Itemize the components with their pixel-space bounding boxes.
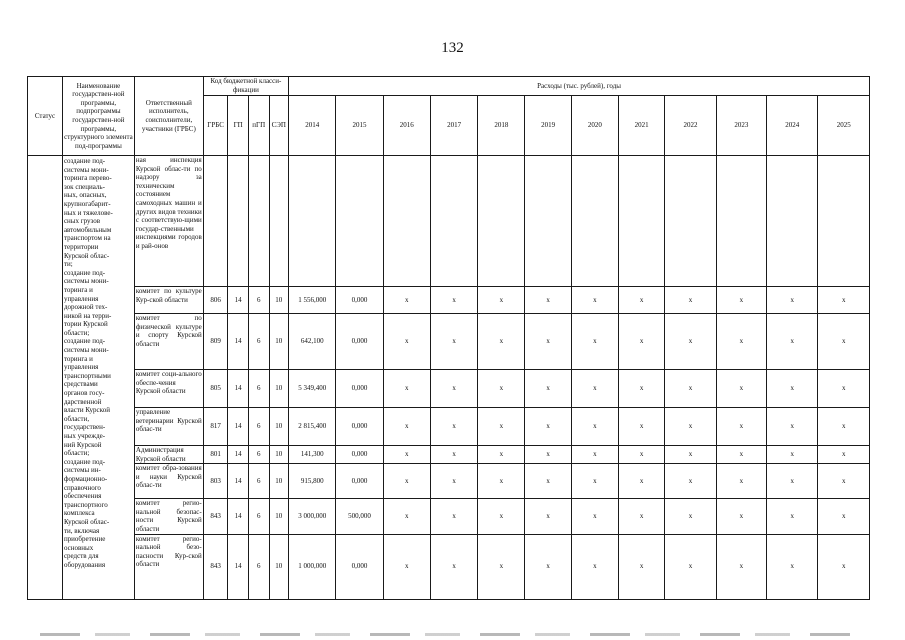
scan-edge-artifact [40,633,860,636]
program-name-line: территории [63,242,99,251]
header-name: Наименование государствен-ной программы, подпрограммы государствен-ной программы, структурного элемента под-программы [62,77,134,156]
header-budget-code: Код бюджетной класси-фикации [203,77,288,96]
code-sep-cell: 10 [269,446,289,464]
program-name-line: ти; [63,260,73,269]
program-name-line: системы мони- [63,346,109,355]
program-name-line: средств для [63,552,99,561]
header-year: 2025 [818,96,870,156]
executor-cell: Администрация Курской области [134,446,203,464]
code-gp-cell: 14 [228,287,249,314]
expense-value-cell: x [430,464,477,499]
expense-value-cell: x [818,499,870,534]
expense-value-cell [289,156,336,287]
header-executor: Ответственный исполнитель, соисполнители, участники (ГРБС) [134,77,203,156]
expense-value-cell: 0,000 [336,534,383,599]
executor-cell: комитет по физической культуре и спорту Курской области [134,314,203,370]
expense-value-cell [383,156,430,287]
header-code-grbs: ГРБС [203,96,228,156]
expense-value-cell: 915,800 [289,464,336,499]
program-name-line: ний Курской [63,440,102,449]
expense-value-cell: x [571,314,618,370]
expense-value-cell: x [818,408,870,446]
expense-value-cell: x [767,446,818,464]
table-row [28,156,870,287]
table-row [28,287,870,314]
expense-value-cell: x [665,287,716,314]
expense-value-cell: x [525,446,571,464]
expense-value-cell: 0,000 [336,370,383,408]
expense-value-cell: 3 000,000 [289,499,336,534]
expense-value-cell [478,156,525,287]
expense-value-cell: 141,300 [289,446,336,464]
program-name-line: ных и тяжелове- [63,208,113,217]
program-name-line: создание под- [63,457,106,466]
expense-value-cell: x [525,499,571,534]
program-name-line: приобретение [63,535,106,544]
expense-value-cell: x [665,314,716,370]
executor-cell: ная инспекция Курской облас-ти по надзору за техническим состоянием самоходных машин и других видов техники с соответствую-щими государ-ственными инспекциями городов и рай-онов [134,156,203,287]
program-name-line: создание под- [63,157,106,165]
header-year: 2022 [665,96,716,156]
code-grbs-cell: 817 [203,408,228,446]
expense-value-cell: x [478,446,525,464]
code-sep-cell: 10 [269,408,289,446]
program-name-line: транспортными [63,371,111,380]
expense-value-cell: x [525,464,571,499]
program-name-line: тории Курской [63,320,108,329]
expense-value-cell: x [571,464,618,499]
expense-value-cell: x [767,287,818,314]
expense-value-cell: x [571,287,618,314]
expense-value-cell: x [619,370,665,408]
expense-value-cell: x [767,499,818,534]
expense-value-cell: x [478,314,525,370]
code-pgp-cell: 6 [248,370,269,408]
expense-value-cell: x [571,446,618,464]
header-year: 2018 [478,96,525,156]
program-name-line: комплекса [63,509,95,518]
expense-value-cell: 1 000,000 [289,534,336,599]
program-name-line: средствами [63,380,98,389]
expense-value-cell: x [619,464,665,499]
expenses-table [27,76,870,600]
expense-value-cell: x [818,287,870,314]
expense-value-cell: 0,000 [336,314,383,370]
code-gp-cell: 14 [228,446,249,464]
code-sep-cell: 10 [269,287,289,314]
expense-value-cell [665,156,716,287]
code-grbs-cell: 805 [203,370,228,408]
program-name-line: торинга и [63,354,93,363]
code-grbs-cell: 843 [203,499,228,534]
executor-cell: комитет соци-ального обеспе-чения Курской области [134,370,203,408]
expense-value-cell: x [665,499,716,534]
expense-value-cell: x [478,499,525,534]
code-gp-cell: 14 [228,464,249,499]
expense-value-cell: 642,100 [289,314,336,370]
code-pgp-cell: 6 [248,499,269,534]
program-name-line: дарственной [63,397,102,406]
expense-value-cell: x [716,534,766,599]
header-year: 2023 [716,96,766,156]
program-name-line: создание под- [63,268,106,277]
code-sep-cell [269,156,289,287]
expense-value-cell: x [619,287,665,314]
expenses-table-wrapper [27,76,870,599]
program-name-line: оборудования [63,560,106,569]
program-name-line: власти Курской [63,406,110,415]
expense-value-cell: x [383,370,430,408]
expense-value-cell: x [525,314,571,370]
expense-value-cell: x [767,314,818,370]
table-row [28,464,870,499]
expense-value-cell: x [478,534,525,599]
table-row [28,314,870,370]
expense-value-cell [525,156,571,287]
expense-value-cell: x [478,370,525,408]
program-name-line: ти, включая [63,526,100,535]
expense-value-cell: x [383,408,430,446]
header-year: 2015 [336,96,383,156]
program-name-line: создание под- [63,337,106,346]
expense-value-cell: x [383,464,430,499]
code-grbs-cell: 803 [203,464,228,499]
code-pgp-cell: 6 [248,534,269,599]
expense-value-cell: x [619,408,665,446]
program-name-line: системы мони- [63,165,109,174]
program-name-line: зок специаль- [63,182,105,191]
code-grbs-cell: 806 [203,287,228,314]
program-name-line: торинга перево- [63,174,112,183]
program-name-line: Курской облас- [63,251,110,260]
code-sep-cell: 10 [269,370,289,408]
code-gp-cell [228,156,249,287]
code-pgp-cell: 6 [248,464,269,499]
expense-value-cell: x [716,287,766,314]
table-row [28,446,870,464]
program-name-line: ных, опасных, [63,191,107,200]
page-number: 132 [441,40,464,56]
expense-value-cell: x [767,534,818,599]
expense-value-cell: 5 349,400 [289,370,336,408]
expense-value-cell: x [383,314,430,370]
table-row [28,534,870,599]
code-pgp-cell: 6 [248,408,269,446]
program-name-line: никой на терри- [63,311,112,320]
expense-value-cell [818,156,870,287]
table-row [28,499,870,534]
program-name-line: государствен- [63,423,106,432]
expense-value-cell: x [478,464,525,499]
expense-value-cell: x [383,287,430,314]
program-name-line: формационно- [63,474,108,483]
expense-value-cell: x [571,499,618,534]
code-pgp-cell: 6 [248,446,269,464]
expense-value-cell: x [525,408,571,446]
header-year: 2017 [430,96,477,156]
expense-value-cell: x [619,499,665,534]
expense-value-cell [571,156,618,287]
expense-value-cell: x [430,499,477,534]
table-row [28,370,870,408]
program-name-line: основных [63,543,94,552]
table-row [28,408,870,446]
expense-value-cell: x [478,287,525,314]
code-sep-cell: 10 [269,464,289,499]
header-expenses: Расходы (тыс. рублей), годы [289,77,870,96]
program-name-line: управления [63,294,99,303]
expense-value-cell: x [818,534,870,599]
program-name-line: крупногабарит- [63,199,111,208]
program-name-line: управления [63,363,99,372]
expense-value-cell [767,156,818,287]
code-gp-cell: 14 [228,408,249,446]
expense-value-cell: x [665,408,716,446]
expense-value-cell: x [818,446,870,464]
expense-value-cell: x [716,370,766,408]
expense-value-cell: x [383,499,430,534]
code-pgp-cell: 6 [248,287,269,314]
expense-value-cell [716,156,766,287]
header-year: 2016 [383,96,430,156]
executor-cell: комитет регио-нальной безопас-ности Курской области [135,499,202,533]
header-code-pgp: пГП [248,96,269,156]
header-year: 2020 [571,96,618,156]
program-name-line: дорожной тех- [63,303,108,312]
program-name-line: области, [63,414,90,423]
expense-value-cell: 1 556,000 [289,287,336,314]
code-grbs-cell: 809 [203,314,228,370]
expense-value-cell: x [571,408,618,446]
code-sep-cell: 10 [269,534,289,599]
program-name-line: сных грузов [63,217,101,226]
expense-value-cell: 2 815,400 [289,408,336,446]
expense-value-cell: 0,000 [336,408,383,446]
program-name-line: системы ин- [63,466,101,475]
expense-value-cell: x [619,534,665,599]
program-name-line: ных учрежде- [63,432,106,440]
expense-value-cell: 0,000 [336,287,383,314]
expense-value-cell [619,156,665,287]
expense-value-cell: x [430,446,477,464]
expense-value-cell: x [716,446,766,464]
expense-value-cell: x [665,534,716,599]
expense-value-cell: x [665,370,716,408]
code-gp-cell: 14 [228,370,249,408]
expense-value-cell: x [716,499,766,534]
expense-value-cell: x [665,464,716,499]
code-pgp-cell: 6 [248,314,269,370]
program-name-line: справочного [63,483,101,492]
expense-value-cell: x [716,464,766,499]
executor-cell: управление ветеринарии Курской облас-ти [134,408,203,446]
header-year: 2019 [525,96,571,156]
expense-value-cell: x [525,534,571,599]
expense-value-cell: x [818,314,870,370]
expense-value-cell: x [525,287,571,314]
expense-value-cell: x [571,534,618,599]
expense-value-cell: 500,000 [336,499,383,534]
expense-value-cell: 0,000 [336,464,383,499]
status-cell [28,156,63,600]
code-grbs-cell: 843 [203,534,228,599]
expense-value-cell: x [818,370,870,408]
table-body [28,156,870,600]
program-name-line: транспортом на [63,234,111,243]
code-sep-cell: 10 [269,499,289,534]
executor-cell: комитет регио-нальной безо-пасности Кур-ской области [134,534,203,599]
expense-value-cell: x [571,370,618,408]
header-year: 2024 [767,96,818,156]
program-name-line: торинга и [63,285,93,294]
expense-value-cell: x [716,314,766,370]
expense-value-cell: x [430,408,477,446]
expense-value-cell: x [430,287,477,314]
expense-value-cell: x [767,370,818,408]
program-name-line: автомобильным [63,225,112,234]
expense-value-cell: x [430,534,477,599]
code-gp-cell: 14 [228,499,249,534]
code-gp-cell: 14 [228,314,249,370]
code-pgp-cell [248,156,269,287]
executor-cell: комитет по культуре Кур-ской области [134,287,203,314]
program-name-line: системы мони- [63,277,109,286]
header-status: Статус [28,77,63,156]
expense-value-cell: x [430,314,477,370]
program-name-line: области; [63,449,90,458]
program-name-line: транспортного [63,500,108,509]
program-name-line: обеспечения [63,492,102,501]
executor-cell: комитет обра-зования и науки Курской облас-ти [134,464,203,499]
program-name-line: органов госу- [63,389,105,398]
expense-value-cell: x [619,314,665,370]
expense-value-cell: x [478,408,525,446]
header-code-sep: СЭП [269,96,289,156]
expense-value-cell [430,156,477,287]
header-year: 2014 [289,96,336,156]
header-code-gp: ГП [228,96,249,156]
header-year: 2021 [619,96,665,156]
expense-value-cell: x [619,446,665,464]
expense-value-cell: 0,000 [336,446,383,464]
expense-value-cell: x [383,534,430,599]
program-name-cell [62,156,134,600]
code-grbs-cell: 801 [203,446,228,464]
program-name-line: Курской облас- [63,517,110,526]
expense-value-cell: x [767,464,818,499]
code-gp-cell: 14 [228,534,249,599]
expense-value-cell: x [665,446,716,464]
expense-value-cell: x [383,446,430,464]
code-grbs-cell [203,156,228,287]
program-name-line: области; [63,328,90,337]
expense-value-cell [336,156,383,287]
code-sep-cell: 10 [269,314,289,370]
expense-value-cell: x [430,370,477,408]
expense-value-cell: x [716,408,766,446]
expense-value-cell: x [818,464,870,499]
expense-value-cell: x [525,370,571,408]
expense-value-cell: x [767,408,818,446]
